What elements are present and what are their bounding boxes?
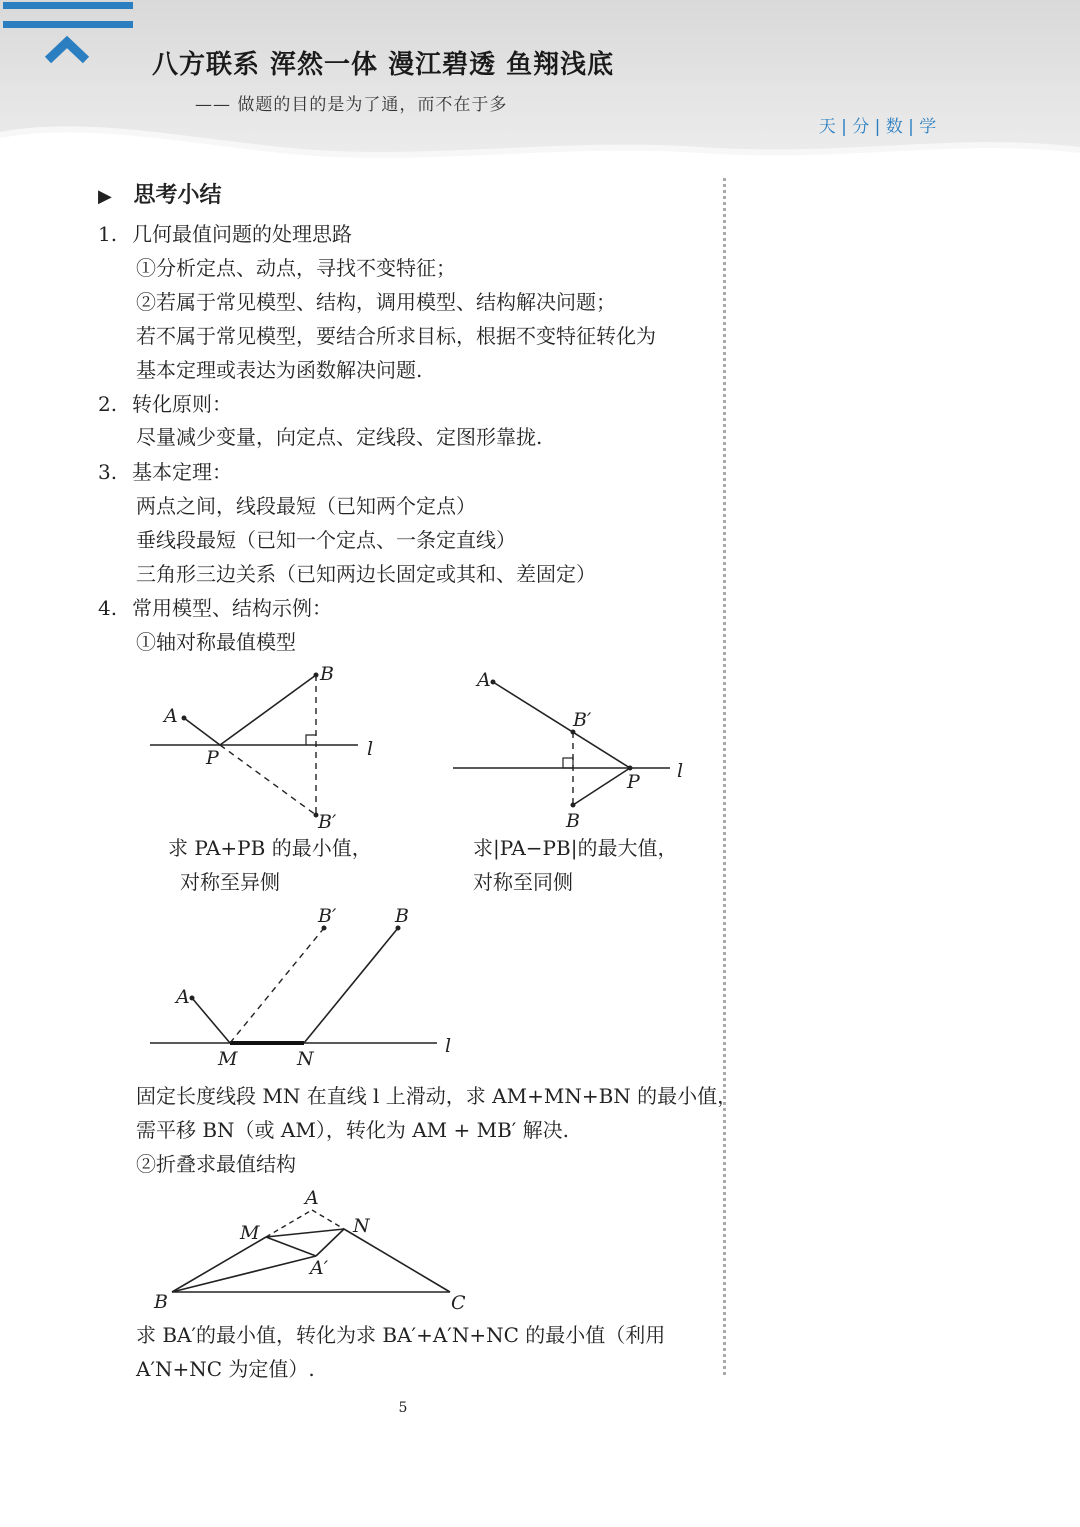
fig2-segment-BP [573,768,630,805]
fig2-label-P: P [627,771,640,793]
fig2-label-A: A [477,669,491,691]
fig3-label-B: B [395,905,409,927]
fig3-point-A [190,996,195,1001]
fig1-point-B [314,673,319,678]
fig4-segment-NC [344,1229,450,1292]
item-3-title: 基本定理： [132,460,232,484]
item-4-number: 4. [98,596,118,620]
column-divider [723,178,726,1375]
logo-text: 天 | 分 | 数 | 学 [818,117,937,137]
header-wave-background [0,0,1080,175]
item-4-sub-2: ②折叠求最值结构 [136,1152,296,1176]
fig4-label-A: A [305,1187,319,1209]
fig3-label-Bp: B′ [318,905,337,927]
fig4-segment-MAp [266,1237,316,1256]
fig3-segment-MBp [230,928,324,1043]
fig4-label-B: B [154,1291,168,1313]
fig2-point-B [571,803,576,808]
item-3-line-1: 两点之间，线段最短（已知两个定点） [136,494,476,518]
fig4-segment-AN [312,1210,344,1229]
item-4-title: 常用模型、结构示例： [132,596,332,620]
arrow-icon: ▶ [98,186,112,207]
logo-icon [0,0,135,110]
fig1-caption-1: 求 PA+PB 的最小值， [168,836,372,860]
fig3-caption-2: 需平移 BN（或 AM），转化为 AM + MB′ 解决. [136,1118,570,1142]
fig4-label-N: N [353,1215,370,1237]
fig4-label-C: C [451,1292,466,1314]
item-2-title: 转化原则： [132,392,232,416]
figure-4-folding-structure [140,1182,480,1317]
fig3-label-l: l [445,1035,452,1057]
fig2-caption-1: 求|PA−PB|的最大值， [473,836,678,860]
fig1-label-B: B [320,663,334,685]
item-1-number: 1. [98,222,118,246]
header-motto: 八方联系 浑然一体 漫江碧透 鱼翔浅底 [152,50,615,80]
fig1-segment-PB [220,675,316,745]
fig4-segment-BM [172,1237,266,1292]
item-2-number: 2. [98,392,118,416]
item-1-title: 几何最值问题的处理思路 [132,222,352,246]
figure-2-reflection-same-side [445,660,705,835]
item-1-line-2: ②若属于常见模型、结构，调用模型、结构解决问题； [136,290,616,314]
figure-3-sliding-segment [140,900,470,1075]
fig2-point-P [628,766,633,771]
item-1-line-4: 基本定理或表达为函数解决问题. [136,358,423,382]
fig3-label-A: A [176,986,190,1008]
item-1-line-1: ①分析定点、动点，寻找不变特征； [136,256,456,280]
item-3-line-2: 垂线段最短（已知一个定点、一条定直线） [136,528,516,552]
item-2-line-1: 尽量减少变量，向定点、定线段、定图形靠拢. [136,425,543,449]
fig1-label-P: P [206,747,219,769]
item-4-sub-1: ①轴对称最值模型 [136,630,296,654]
fig4-label-M: M [240,1222,260,1244]
fig4-label-Ap: A′ [310,1257,329,1279]
fig1-segment-AP [184,718,220,745]
fig3-label-M: M [218,1048,238,1070]
fig2-right-angle-mark [563,758,573,768]
fig3-label-N: N [297,1048,314,1070]
fig1-point-A [182,716,187,721]
fig1-label-Bp: B′ [318,811,337,833]
fig3-caption-1: 固定长度线段 MN 在直线 l 上滑动，求 AM+MN+BN 的最小值， [136,1084,738,1108]
section-heading [98,184,222,209]
fig1-label-A: A [164,705,178,727]
fig4-segment-ApN [316,1229,344,1256]
page-number: 5 [398,1400,408,1416]
fig2-label-l: l [677,760,684,782]
item-3-number: 3. [98,460,118,484]
fig4-caption-1: 求 BA′的最小值，转化为求 BA′+A′N+NC 的最小值（利用 [136,1323,666,1347]
fig2-point-A [491,680,496,685]
page-header [0,0,1080,175]
fig4-caption-2: A′N+NC 为定值）. [136,1357,315,1381]
fig1-label-l: l [367,738,374,760]
figure-1-reflection-opposite-side [140,660,390,835]
fig1-segment-PBp [220,745,316,815]
item-1-line-3: 若不属于常见模型，要结合所求目标，根据不变特征转化为 [136,324,656,348]
fig2-caption-2: 对称至同侧 [473,870,573,894]
fig3-segment-AM [192,998,230,1043]
fig2-segment-AP [493,682,630,768]
fig2-label-B: B [566,810,580,832]
fig1-right-angle-mark [306,735,316,745]
fig3-segment-NB [304,928,398,1043]
item-3-line-3: 三角形三边关系（已知两边长固定或其和、差固定） [136,562,596,586]
fig4-segment-BAp [172,1256,316,1292]
fig1-caption-2: 对称至异侧 [180,870,280,894]
section-title: 思考小结 [133,183,222,208]
fig2-label-Bp: B′ [573,709,592,731]
header-slogan: —— 做题的目的是为了通，而不在于多 [195,95,508,115]
